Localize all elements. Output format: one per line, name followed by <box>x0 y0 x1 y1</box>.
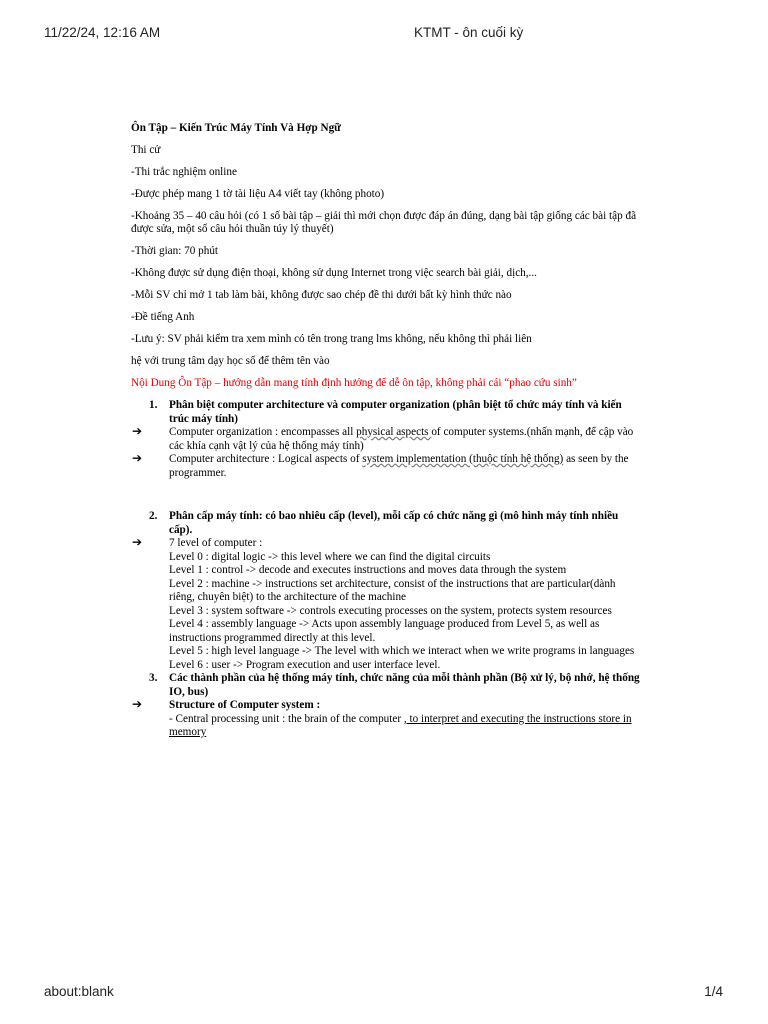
level-item: Level 6 : user -> Program execution and user interface level. <box>169 658 441 671</box>
underlined-phrase: , to interpret and executing the instructions store in memory <box>169 712 632 738</box>
question-3 <box>131 672 641 699</box>
exam-rule: -Mỗi SV chỉ mở 1 tab làm bài, không được sao chép đề thi dưới bất kỳ hình thức nào <box>131 289 512 301</box>
bullet-item: ➔ Computer organization : encompasses all physical aspects of computer systems.(nhấn mạnh, để cập vào các khía cạnh vật lý của hệ thống máy tính) <box>132 424 634 452</box>
print-footer <box>0 984 768 1004</box>
level-item: Level 2 : machine -> instructions set architecture, consist of the instructions that are particular(dành riêng, chuyên biệt) to the architecture of the machine <box>169 577 616 603</box>
arrow-bullet-icon: ➔ <box>132 451 143 465</box>
print-title: KTMT - ôn cuối kỳ <box>414 25 524 40</box>
print-url: about:blank <box>44 984 114 999</box>
question-2 <box>131 510 641 537</box>
bullet-item: ➔ Structure of Computer system : <box>132 697 321 711</box>
print-datetime: 11/22/24, 12:16 AM <box>44 25 161 40</box>
question-text: Phân biệt computer architecture và computer organization (phân biệt tổ chức máy tính và kiến trúc máy tính) <box>169 399 622 425</box>
exam-rule: -Khoảng 35 – 40 câu hỏi (có 1 số bài tập – giải thì mới chọn được đáp án đúng, dạng bài tập giống các bài tập đã được sửa, một số câu hỏi thuần túy lý thuyết) <box>131 209 637 235</box>
note-line: -Lưu ý: SV phải kiểm tra xem mình có tên trong trang lms không, nếu không thì phải liên <box>131 333 532 345</box>
level-item: Level 0 : digital logic -> this level where we can find the digital circuits <box>169 550 491 563</box>
arrow-bullet-icon: ➔ <box>132 697 143 711</box>
document-page <box>131 122 641 740</box>
note-line: hệ với trung tâm dạy học số để thêm tên vào <box>131 355 330 367</box>
cpu-description: - Central processing unit : the brain of the computer , to interpret and executing the instructions store in memory <box>169 712 632 738</box>
bullet-item: ➔ Computer architecture : Logical aspects of system implementation (thuộc tính hệ thống) as seen by the programmer. <box>132 451 629 479</box>
level-item: Level 3 : system software -> controls executing processes on the system, protects system resources <box>169 604 612 617</box>
underlined-phrase: system implementation (thuộc tính hệ thống) <box>362 453 564 465</box>
underlined-phrase: physical aspects <box>356 426 432 438</box>
page-number: 1/4 <box>704 984 723 999</box>
question-1 <box>131 399 641 426</box>
arrow-bullet-icon: ➔ <box>132 535 143 549</box>
exam-rule: -Được phép mang 1 tờ tài liệu A4 viết tay (không photo) <box>131 187 385 200</box>
level-item: Level 1 : control -> decode and executes instructions and moves data through the system <box>169 564 567 576</box>
bullet-item: ➔ 7 level of computer : <box>132 535 263 549</box>
question-number: 1. <box>149 399 158 411</box>
exam-rule: -Thi trắc nghiệm online <box>131 165 237 178</box>
exam-rule: -Không được sử dụng điện thoại, không sử dụng Internet trong việc search bài giải, dịch,... <box>131 267 537 279</box>
exam-rule: -Đề tiếng Anh <box>131 311 195 323</box>
exam-heading: Thi cử <box>131 143 161 156</box>
question-text: Các thành phần của hệ thống máy tính, chức năng của mỗi thành phần (Bộ xử lý, bộ nhớ, hệ thống IO, bus) <box>169 672 640 698</box>
exam-rule: -Thời gian: 70 phút <box>131 245 219 257</box>
level-item: Level 4 : assembly language -> Acts upon assembly language produced from Level 5, as well as instructions programmed directly at this level. <box>169 618 600 644</box>
print-header <box>0 25 768 45</box>
question-text: Phân cấp máy tính: có bao nhiêu cấp (level), mỗi cấp có chức năng gì (mô hình máy tính nhiều cấp). <box>169 510 619 536</box>
arrow-bullet-icon: ➔ <box>132 424 143 438</box>
level-item: Level 5 : high level language -> The level with which we interact when we write programs in languages <box>169 645 635 657</box>
content-heading: Nội Dung Ôn Tập – hướng dẫn mang tính định hướng để dễ ôn tập, không phải cái “phao cứu sinh” <box>131 377 577 389</box>
document-title: Ôn Tập – Kiến Trúc Máy Tính Và Hợp Ngữ <box>131 122 341 134</box>
question-number: 3. <box>149 672 158 684</box>
question-number: 2. <box>149 510 158 522</box>
